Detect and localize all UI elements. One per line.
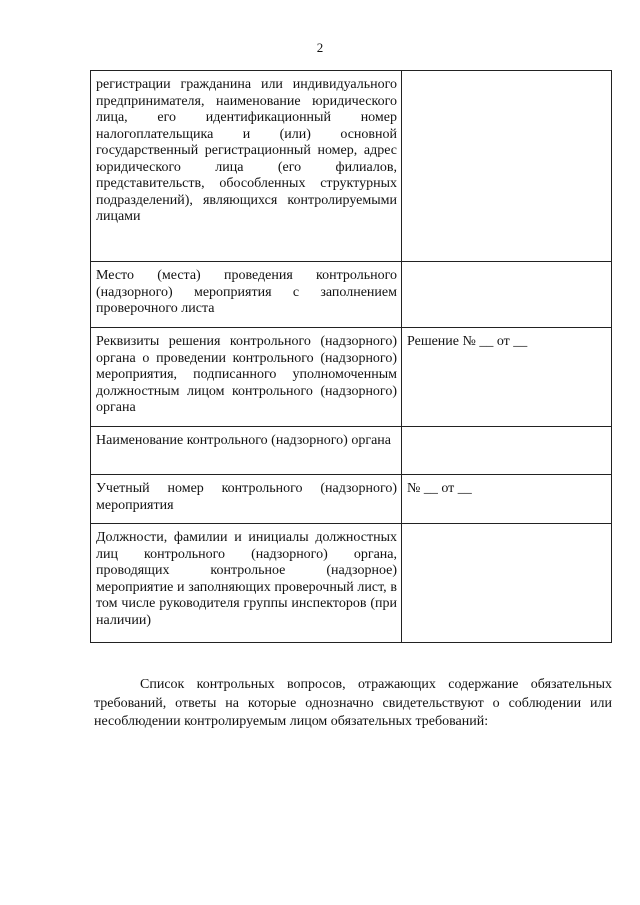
row-label-authority-name: Наименование контрольного (надзорного) органа [91,427,402,475]
row-value-authority-name [402,427,612,475]
row-value-registration-number [402,475,612,524]
row-label-officials: Должности, фамилии и инициалы должностных лиц контрольного (надзорного) органа, проводящих контрольное (надзорное) мероприятие и заполняющих проверочный лист, в том числе руководителя группы инспекторов (при наличии) [91,524,402,643]
page-number: 2 [316,40,324,55]
row-value-text: № __ от __ [407,481,472,496]
row-label-registration: регистрации гражданина или индивидуального предпринимателя, наименование юридического лица, его идентификационный номер налогоплательщика и (или) основной государственный регистрационный номер, адрес юридического лица (его филиалов, представительств, обособленных структурных подразделений), являющихся контролируемыми лицами [91,71,402,262]
row-value-officials [402,524,612,643]
row-label-decision-details: Реквизиты решения контрольного (надзорного) органа о проведении контрольного (надзорного) мероприятия, подписанного уполномоченным должностным лицом контрольного (надзорного) органа [91,328,402,427]
table-row [91,524,612,643]
row-value-location [402,262,612,328]
row-value-registration [402,71,612,262]
table-row [91,328,612,427]
table-row [91,475,612,524]
table-row [91,262,612,328]
row-label-registration-number: Учетный номер контрольного (надзорного) мероприятия [91,475,402,524]
table-row [91,71,612,262]
row-label-location: Место (места) проведения контрольного (надзорного) мероприятия с заполнением проверочного листа [91,262,402,328]
row-value-decision-details [402,328,612,427]
row-value-text: Решение № __ от __ [407,334,528,349]
inspection-info-table [90,70,612,643]
checklist-questions-heading: Список контрольных вопросов, отражающих содержание обязательных требований, ответы на которые однозначно свидетельствуют о соблюдении или несоблюдении контролируемым лицом обязательных требований: [94,677,612,729]
table-row [91,427,612,475]
